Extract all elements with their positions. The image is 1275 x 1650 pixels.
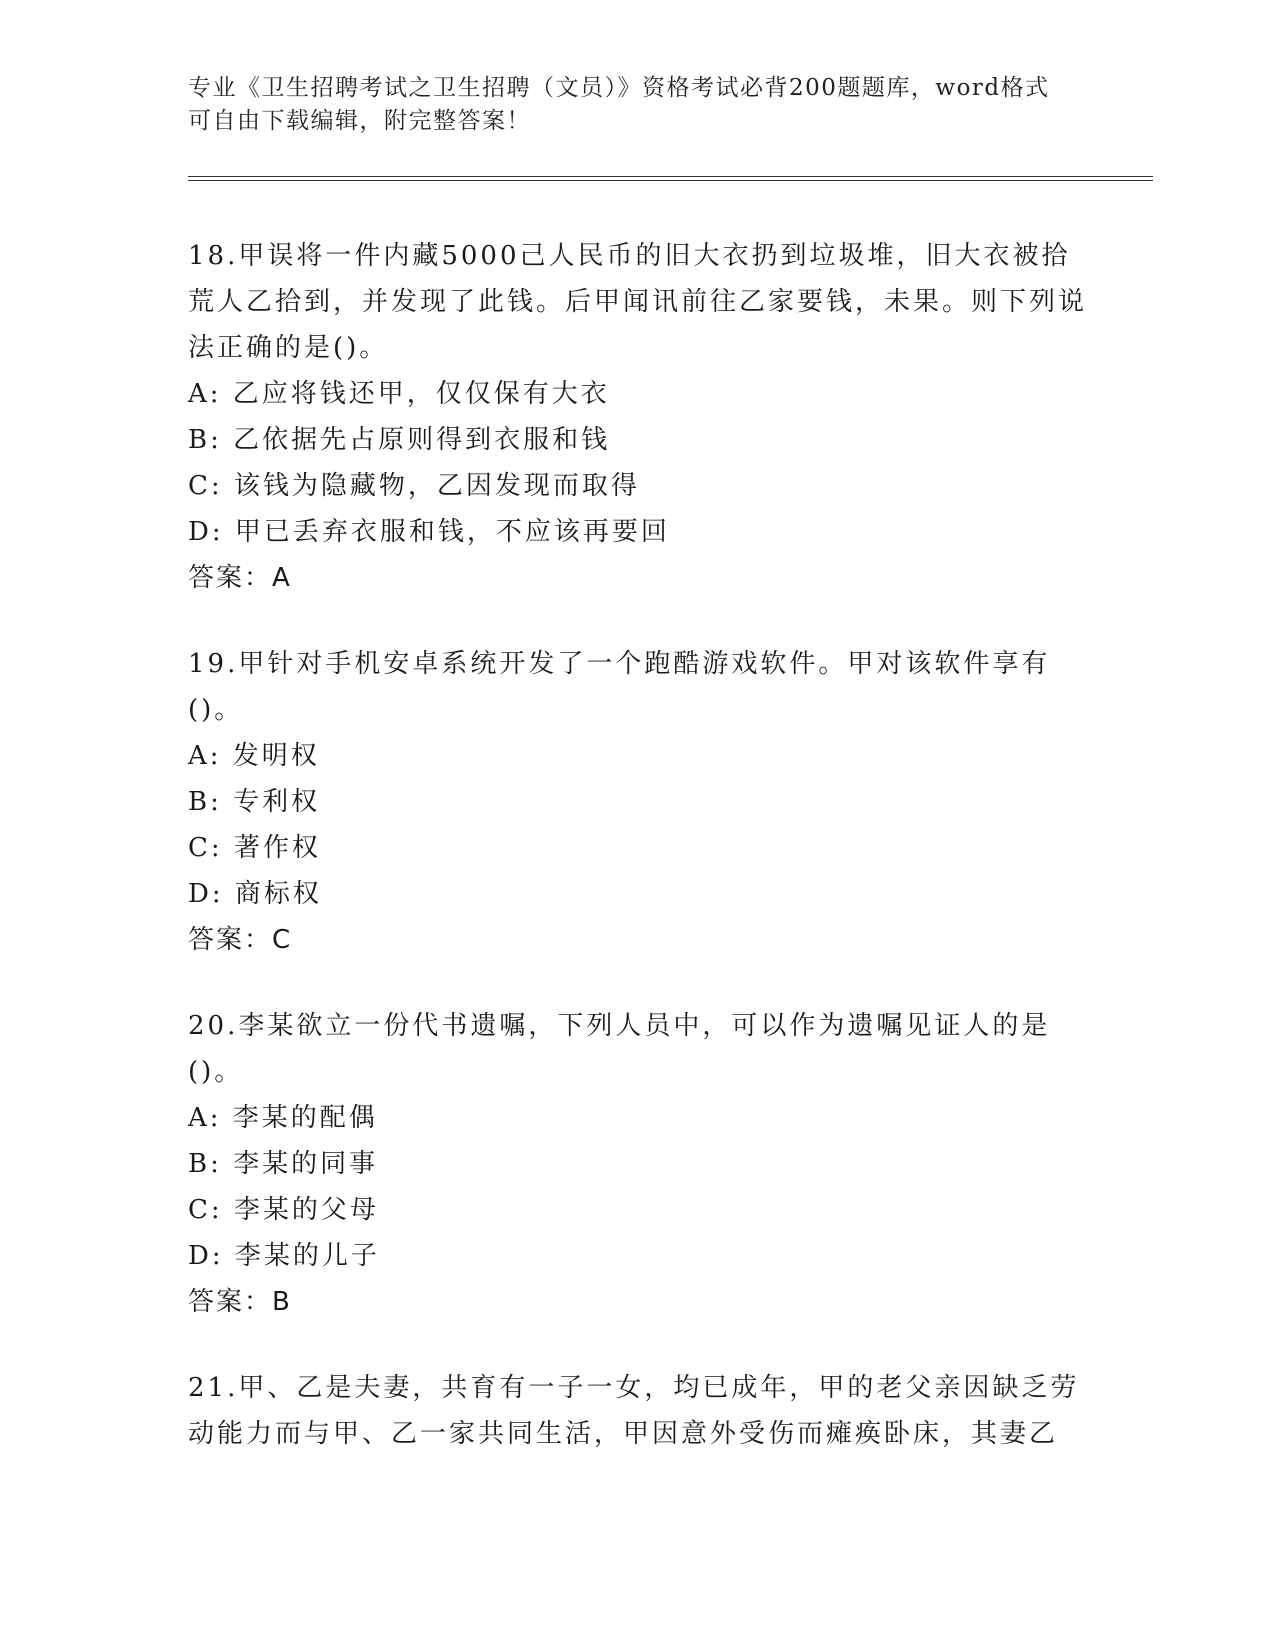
- question-18: [188, 233, 1088, 601]
- option-d: D: 商标权: [188, 879, 322, 909]
- header-line-2: 可自由下载编辑，附完整答案！: [188, 108, 531, 134]
- question-19: [188, 641, 1088, 963]
- option-a: A: 乙应将钱还甲，仅仅保有大衣: [188, 379, 610, 409]
- option-b: B: 李某的同事: [188, 1149, 379, 1179]
- question-21: [188, 1365, 1088, 1457]
- option-a: A: 发明权: [188, 741, 320, 771]
- option-d: D: 李某的儿子: [188, 1241, 380, 1271]
- option-c: C: 著作权: [188, 833, 321, 863]
- question-list: [188, 233, 1088, 1497]
- option-b: B: 乙依据先占原则得到衣服和钱: [188, 425, 611, 455]
- answer-line: 答案：B: [188, 1287, 292, 1317]
- option-c: C: 该钱为隐藏物，乙因发现而取得: [188, 471, 640, 501]
- option-c: C: 李某的父母: [188, 1195, 379, 1225]
- option-a: A: 李某的配偶: [188, 1103, 378, 1133]
- header-line-1: 专业《卫生招聘考试之卫生招聘（文员）》资格考试必背200题题库，word格式: [188, 75, 1050, 101]
- question-stem: 20.李某欲立一份代书遗嘱，下列人员中，可以作为遗嘱见证人的是()。: [188, 1011, 1051, 1087]
- option-b: B: 专利权: [188, 787, 321, 817]
- question-stem: 18.甲误将一件内藏5000己人民币的旧大衣扔到垃圾堆，旧大衣被拾荒人乙拾到，并发现了此钱。后甲闻讯前往乙家要钱，未果。则下列说法正确的是()。: [188, 241, 1088, 363]
- question-stem: 19.甲针对手机安卓系统开发了一个跑酷游戏软件。甲对该软件享有()。: [188, 649, 1051, 725]
- document-header: [188, 72, 1088, 138]
- option-d: D: 甲已丢弃衣服和钱，不应该再要回: [188, 517, 670, 547]
- answer-line: 答案：A: [188, 563, 292, 593]
- question-stem: 21.甲、乙是夫妻，共育有一子一女，均已成年，甲的老父亲因缺乏劳动能力而与甲、乙一家共同生活，甲因意外受伤而瘫痪卧床，其妻乙: [188, 1373, 1080, 1449]
- answer-line: 答案：C: [188, 925, 293, 955]
- header-divider: [188, 176, 1153, 181]
- question-20: [188, 1003, 1088, 1325]
